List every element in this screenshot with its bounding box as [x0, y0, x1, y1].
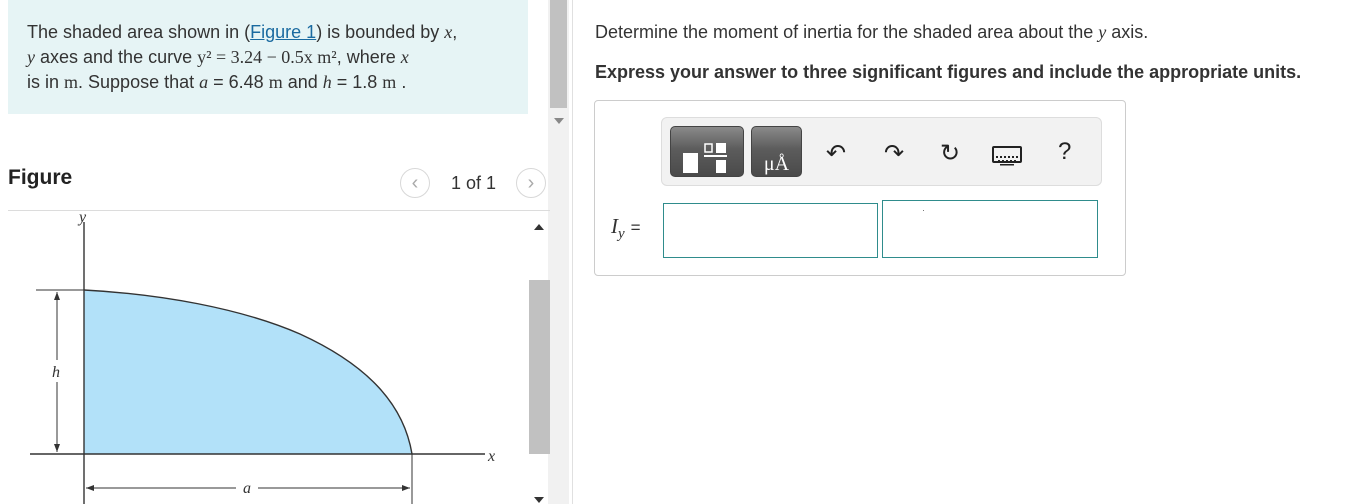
units-button[interactable]	[751, 126, 802, 177]
width-label: a	[243, 480, 251, 497]
unit-m: m	[64, 72, 79, 92]
scroll-down-arrow-icon[interactable]	[554, 118, 564, 124]
y-axis-label: y	[79, 209, 87, 226]
templates-icon	[671, 127, 745, 178]
value-input[interactable]	[663, 203, 878, 258]
figure-next-button[interactable]	[516, 168, 546, 198]
undo-icon[interactable]: ↶	[826, 140, 847, 167]
figure-scroll-thumb[interactable]	[529, 280, 550, 454]
height-arrow-bottom	[54, 444, 60, 452]
unit-m: m	[268, 72, 283, 92]
height-arrow-top	[54, 292, 60, 300]
keyboard-icon[interactable]	[992, 146, 1022, 163]
scroll-down-arrow-icon[interactable]	[534, 497, 544, 503]
answer-label	[611, 214, 641, 243]
problem-text: The shaded area shown in (	[27, 22, 251, 42]
a-value: = 6.48	[208, 72, 269, 92]
help-button[interactable]: ?	[1058, 138, 1072, 165]
cursor-dot	[923, 210, 924, 211]
unit-m: m	[382, 72, 397, 92]
problem-text: . Suppose that	[78, 72, 200, 92]
problem-statement	[8, 0, 528, 114]
problem-text: ) is bounded by	[316, 22, 445, 42]
a-variable: a	[199, 72, 209, 92]
keyboard-keys-icon	[994, 154, 1020, 167]
redo-icon[interactable]: ↷	[884, 140, 905, 167]
equals-sign: =	[630, 218, 641, 237]
chevron-left-icon: ‹	[411, 171, 419, 194]
moment-subscript: y	[618, 226, 625, 243]
problem-text: , where	[336, 47, 401, 67]
figure-counter: 1 of 1	[451, 173, 497, 193]
problem-text: .	[396, 72, 407, 92]
x-variable: x	[400, 47, 409, 67]
x-variable: x	[444, 22, 453, 42]
height-label: h	[52, 364, 60, 381]
templates-button[interactable]	[670, 126, 744, 177]
scroll-up-arrow-icon[interactable]	[534, 224, 544, 230]
h-variable: h	[322, 72, 332, 92]
width-arrow-left	[86, 485, 94, 491]
answer-instruction: Express your answer to three significant figures and include the appropriate units.	[595, 62, 1302, 82]
reset-icon[interactable]: ↻	[940, 140, 961, 167]
problem-text: and	[282, 72, 323, 92]
figure-diagram	[30, 206, 510, 504]
y-variable: y	[1098, 22, 1107, 42]
figure-prev-button[interactable]	[400, 168, 430, 198]
y-variable: y	[27, 47, 35, 67]
width-arrow-right	[402, 485, 410, 491]
problem-text: is in	[27, 72, 65, 92]
h-value: = 1.8	[331, 72, 383, 92]
question-part: axis.	[1106, 22, 1149, 42]
problem-text: axes and the curve	[35, 47, 198, 67]
problem-text: ,	[452, 22, 458, 42]
moment-symbol: I	[611, 214, 618, 238]
figure-1-link[interactable]: Figure 1	[250, 22, 317, 42]
units-label: μÅ	[763, 153, 790, 175]
x-axis-label: x	[488, 448, 496, 465]
figure-title: Figure	[8, 166, 73, 189]
question-part: Determine the moment of inertia for the shaded area about the	[595, 22, 1099, 42]
pane-divider[interactable]	[572, 0, 573, 504]
question-text	[595, 22, 1148, 43]
chevron-right-icon: ›	[527, 171, 535, 194]
units-input[interactable]	[882, 200, 1098, 258]
curve-equation: y² = 3.24 − 0.5x m²	[197, 47, 337, 67]
left-pane-scroll-thumb[interactable]	[550, 0, 567, 108]
